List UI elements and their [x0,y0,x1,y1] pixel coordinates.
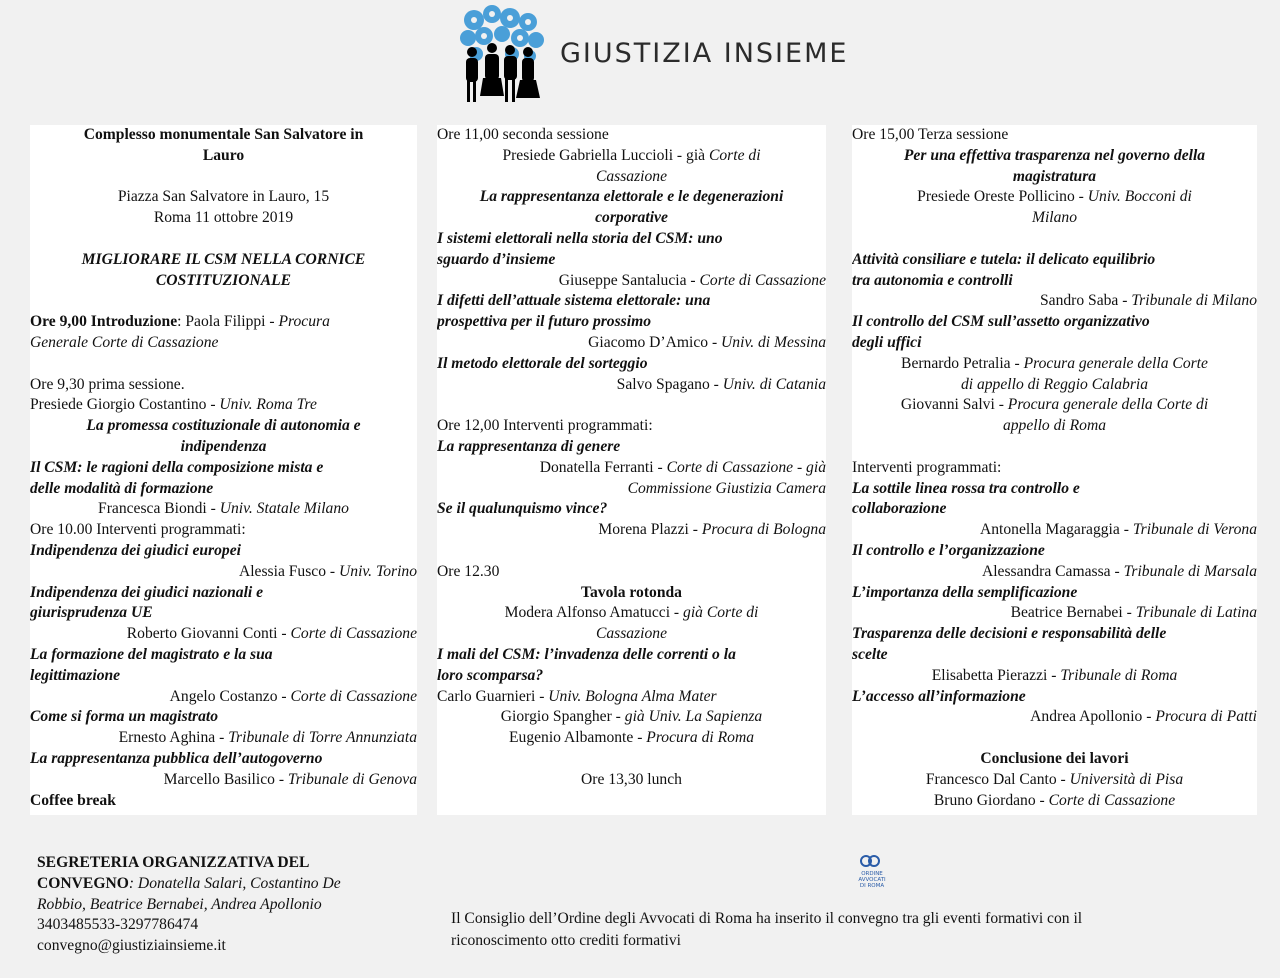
program-line [437,520,826,541]
program-line: MIGLIORARE IL CSM NELLA CORNICE [81,250,366,268]
program-line: Ore 11,00 seconda sessione [437,126,609,143]
program-line: Il controllo del CSM sull’assetto organizzativo [852,313,1150,331]
program-line-part: Procura [278,313,330,331]
program-line-part: Procura generale della Corte [1023,354,1208,372]
program-gap [852,728,1257,749]
program-line [30,624,417,645]
svg-text:DI ROMA: DI ROMA [859,883,885,889]
program-line: Indipendenza dei giudici europei [30,541,241,559]
program-line [852,395,1257,416]
program-gap [437,749,826,770]
program-column-morning [30,125,417,815]
program-line-part: Francesca Biondi - [98,500,220,518]
program-line-part: Eugenio Albamonte - [509,729,647,747]
program-line-part: Roberto Giovanni Conti - [126,625,291,643]
program-line-part: Corte di Cassazione - già [666,458,826,476]
program-line: Roma 11 ottobre 2019 [153,209,294,227]
program-line: Ore 12.30 [437,562,500,580]
accreditation-notice [451,908,1251,952]
program-line-part: Alessandra Camassa - [981,562,1124,580]
program-line-part: Univ. Torino [339,562,417,580]
program-gap [437,541,826,562]
program-line: Commissione Giustizia Camera [627,479,826,497]
program-line-part: Giovanni Salvi - [900,396,1008,414]
program-column-midday [437,125,826,815]
program-gap [30,291,417,312]
program-line: loro scomparsa? [437,666,544,684]
program-line: sguardo d’insieme [437,250,556,268]
program-line: di appello di Reggio Calabria [960,375,1149,393]
program-line: Ore 9,30 prima sessione. [30,375,185,393]
program-line-part: Giuseppe Santalucia - [558,271,700,289]
program-line [437,146,826,167]
program-line-part: già Univ. La Sapienza [624,708,763,726]
program-line-part: Univ. Bocconi di [1087,188,1192,206]
program-line [437,375,826,396]
program-line [437,728,826,749]
program-line: La formazione del magistrato e la sua [30,645,273,663]
program-line-part: Procura generale della Corte di [1007,396,1209,414]
program-line-part: Francesco Dal Canto - [925,770,1070,788]
secretariat-phones: 3403485533-3297786474 [37,916,199,934]
program-gap [437,395,826,416]
program-line [852,354,1257,375]
program-line [852,707,1257,728]
program-line: La rappresentanza elettorale e le degenerazioni [479,188,784,206]
program-line: corporative [595,209,668,227]
program-line: indipendenza [180,437,267,455]
program-line-part: Antonella Magaraggia - [979,521,1133,539]
program-line: Per una effettiva trasparenza nel governo della [903,146,1206,164]
program-line-part: Sandro Saba - [1039,292,1132,310]
program-line-part: Modera Alfonso Amatucci - [504,604,684,622]
accreditation-line-1: Il Consiglio dell’Ordine degli Avvocati di Roma ha inserito il convegno tra gli eventi formativi con il [451,910,1083,927]
program-line: Il controllo e l’organizzazione [852,541,1045,559]
program-line-part: Corte di Cassazione [1048,791,1176,809]
program-line-part: Beatrice Bernabei - [1010,604,1136,622]
secretariat-title: SEGRETERIA ORGANIZZATIVA DEL [37,854,310,871]
program-line: Interventi programmati: [852,458,1002,476]
program-line [852,791,1257,812]
program-line: Indipendenza dei giudici nazionali e [30,583,264,601]
program-line [437,603,826,624]
program-line: prospettiva per il futuro prossimo [437,313,652,331]
program-line: Milano [1031,209,1078,227]
program-line-part: Presiede Gabriella Luccioli - già [502,146,709,164]
program-line-part: Morena Plazzi - [598,521,702,539]
program-line-part: Univ. Roma Tre [219,396,317,414]
program-line [437,707,826,728]
program-line: Cassazione [595,167,668,185]
program-line-part: Bruno Giordano - [933,791,1049,809]
program-line: Ore 13,30 lunch [581,770,682,788]
program-line: I sistemi elettorali nella storia del CSM: uno [437,229,723,247]
program-line-part: Univ. Bologna Alma Mater [548,687,717,705]
program-line-part: Tribunale di Verona [1132,521,1257,539]
program-line: Come si forma un magistrato [30,708,219,726]
program-gap [852,437,1257,458]
program-line-part: Univ. di Messina [721,333,826,351]
program-line: Coffee break [30,791,116,809]
program-line: delle modalità di formazione [30,479,214,497]
svg-text:AVVOCATI: AVVOCATI [858,877,886,883]
program-line [30,312,417,333]
program-line: Generale Corte di Cassazione [30,333,219,351]
program-line: degli uffici [852,333,922,351]
program-line-part: Bernardo Petralia - [901,354,1024,372]
program-line [852,562,1257,583]
program-line-part: Presiede Oreste Pollicino - [917,188,1088,206]
program-line [852,520,1257,541]
program-line [437,271,826,292]
program-line: collaborazione [852,500,947,518]
secretariat-names: : Donatella Salari, Costantino De [128,874,341,892]
program-line: Conclusione dei lavori [980,749,1129,767]
program-line: Ore 15,00 Terza sessione [852,126,1009,143]
program-line [437,333,826,354]
program-line: Attività consiliare e tutela: il delicato equilibrio [852,250,1156,268]
program-gap [30,167,417,188]
program-line: La rappresentanza di genere [437,437,621,455]
program-line: Se il qualunquismo vince? [437,500,608,518]
program-line-part: Corte di Cassazione [699,271,826,289]
program-line-part: Tribunale di Marsala [1123,562,1257,580]
program-line: La promessa costituzionale di autonomia e [86,417,361,435]
gears-and-people-silhouettes-icon [458,4,548,106]
svg-text:ORDINE: ORDINE [861,871,883,877]
ordine-avvocati-roma-emblem-icon [852,852,892,892]
program-line: Piazza San Salvatore in Lauro, 15 [117,188,330,206]
program-line-part: Procura di Bologna [701,521,826,539]
program-line: Ore 12,00 Interventi programmati: [437,417,653,435]
program-line [852,770,1257,791]
program-line: giurisprudenza UE [30,604,153,622]
program-line-part: Tribunale di Roma [1060,666,1178,684]
program-gap [30,354,417,375]
program-line-part: Corte di Cassazione [290,625,417,643]
program-line-part: Tribunale di Latina [1135,604,1257,622]
program-line [437,458,826,479]
program-line-part: Elisabetta Pierazzi - [931,666,1061,684]
program-line-part: Andrea Apollonio - [1030,708,1156,726]
program-line: La sottile linea rossa tra controllo e [852,479,1080,497]
program-line-part: Carlo Guarnieri - [437,687,549,705]
organization-name: GIUSTIZIA INSIEME [560,38,849,69]
program-line [437,687,826,708]
program-line-part: Università di Pisa [1069,770,1184,788]
program-line-part: Univ. di Catania [722,375,826,393]
secretariat-title-2: CONVEGNO [37,874,129,892]
program-line-part: Tribunale di Torre Annunziata [228,729,417,747]
program-line-part: Angelo Costanzo - [169,687,291,705]
program-gap [30,229,417,250]
program-line-part: Univ. Statale Milano [219,500,349,518]
program-line-part: Giacomo D’Amico - [588,333,722,351]
program-line [30,687,417,708]
accreditation-line-2: riconoscimento otto crediti formativi [451,932,681,949]
program-line: Il metodo elettorale del sorteggio [437,354,648,372]
program-line-part: Corte di Cassazione [290,687,417,705]
program-line: COSTITUZIONALE [155,271,292,289]
program-line-part: Marcello Basilico - [163,770,288,788]
organizing-secretariat [37,853,437,957]
program-line: Cassazione [595,625,668,643]
program-line: scelte [852,645,888,663]
program-line [852,187,1257,208]
program-line [30,395,417,416]
program-line [852,603,1257,624]
program-line-part: Presiede Giorgio Costantino - [30,396,220,414]
program-line [30,770,417,791]
program-line-part: Donatella Ferranti - [539,458,667,476]
program-line-part: Alessia Fusco - [238,562,340,580]
secretariat-names-2: Robbio, Beatrice Bernabei, Andrea Apollonio [37,895,322,913]
secretariat-email[interactable]: convegno@giustiziainsieme.it [37,937,226,955]
program-line: appello di Roma [1002,417,1107,435]
program-line: La rappresentanza pubblica dell’autogoverno [30,749,323,767]
program-line [852,666,1257,687]
program-line: legittimazione [30,666,121,684]
program-line: Tavola rotonda [581,583,682,601]
program-line-part: già Corte di [683,604,759,622]
program-line-part: Giorgio Spangher - [500,708,625,726]
program-line: magistratura [1012,167,1097,185]
program-line-part: : Paola Filippi - [177,313,279,331]
program-line [30,499,417,520]
program-line [852,291,1257,312]
program-line: I mali del CSM: l’invadenza delle correnti o la [437,645,736,663]
program-line-part: Salvo Spagano - [616,375,723,393]
program-line-part: Tribunale di Milano [1131,292,1257,310]
program-line-part: Procura di Patti [1155,708,1257,726]
program-line: Trasparenza delle decisioni e responsabilità delle [852,625,1167,643]
program-line: Lauro [202,146,245,164]
program-line-part: Corte di [708,146,761,164]
program-line: L’importanza della semplificazione [852,583,1078,601]
program-line: L’accesso all’informazione [852,687,1026,705]
program-line [30,562,417,583]
program-line: tra autonomia e controlli [852,271,1013,289]
program-line: Complesso monumentale San Salvatore in [83,126,364,143]
program-column-afternoon [852,125,1257,815]
header [0,0,1280,120]
program-line-part: Procura di Roma [646,729,754,747]
program-line: I difetti dell’attuale sistema elettorale: una [437,292,711,310]
program-line: Ore 10.00 Interventi programmati: [30,521,246,539]
program-gap [852,229,1257,250]
program-line [30,728,417,749]
program-line-part: Ore 9,00 Introduzione [30,313,178,331]
program-line-part: Tribunale di Genova [287,770,417,788]
program-line-part: Ernesto Aghina - [118,729,229,747]
program-line: Il CSM: le ragioni della composizione mista e [30,458,324,476]
